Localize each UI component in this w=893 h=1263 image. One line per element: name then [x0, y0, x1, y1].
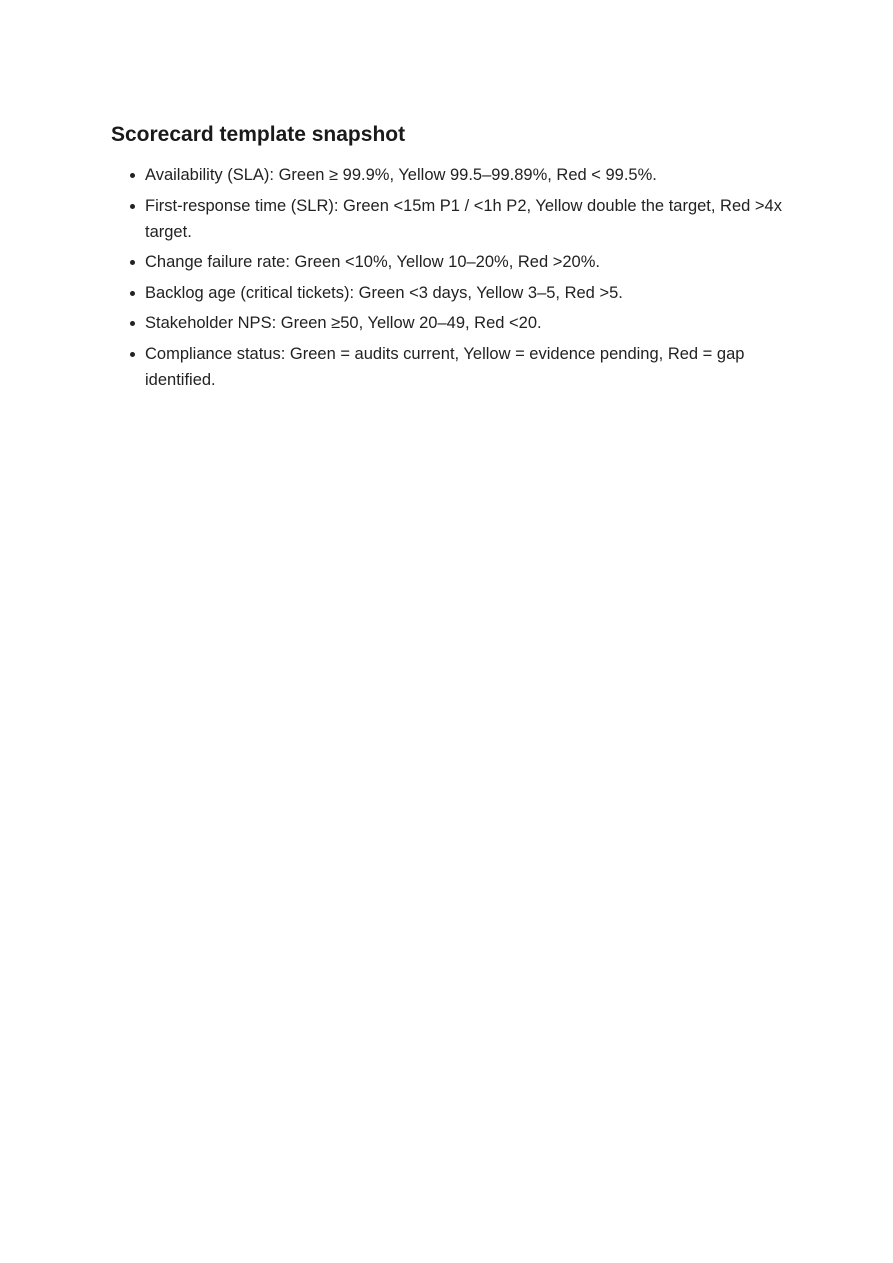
list-item-text: Change failure rate: Green <10%, Yellow 10–20%, Red >20%.: [145, 253, 600, 271]
bullet-icon: [130, 352, 135, 357]
bullet-icon: [130, 204, 135, 209]
list-item-text: Backlog age (critical tickets): Green <3 days, Yellow 3–5, Red >5.: [145, 283, 623, 302]
bullet-icon: [130, 173, 135, 178]
bullet-icon: [130, 260, 135, 265]
list-item: [111, 193, 791, 245]
list-item: [111, 310, 791, 336]
list-item: [111, 249, 791, 275]
bullet-icon: [130, 321, 135, 326]
list-item-text: First-response time (SLR): Green <15m P1 / <1h P2, Yellow double the target, Red >4x target.: [145, 196, 782, 241]
section-heading: Scorecard template snapshot: [111, 123, 406, 146]
list-item: [111, 280, 791, 306]
document-body: [111, 120, 791, 397]
scorecard-list: [111, 162, 791, 393]
list-item-text: Compliance status: Green = audits current, Yellow = evidence pending, Red = gap identified.: [145, 344, 745, 389]
list-item-text: Availability (SLA): Green ≥ 99.9%, Yellow 99.5–99.89%, Red < 99.5%.: [145, 166, 657, 184]
bullet-icon: [130, 291, 135, 296]
list-item: [111, 341, 791, 393]
list-item-text: Stakeholder NPS: Green ≥50, Yellow 20–49, Red <20.: [145, 314, 542, 332]
list-item: [111, 162, 791, 188]
